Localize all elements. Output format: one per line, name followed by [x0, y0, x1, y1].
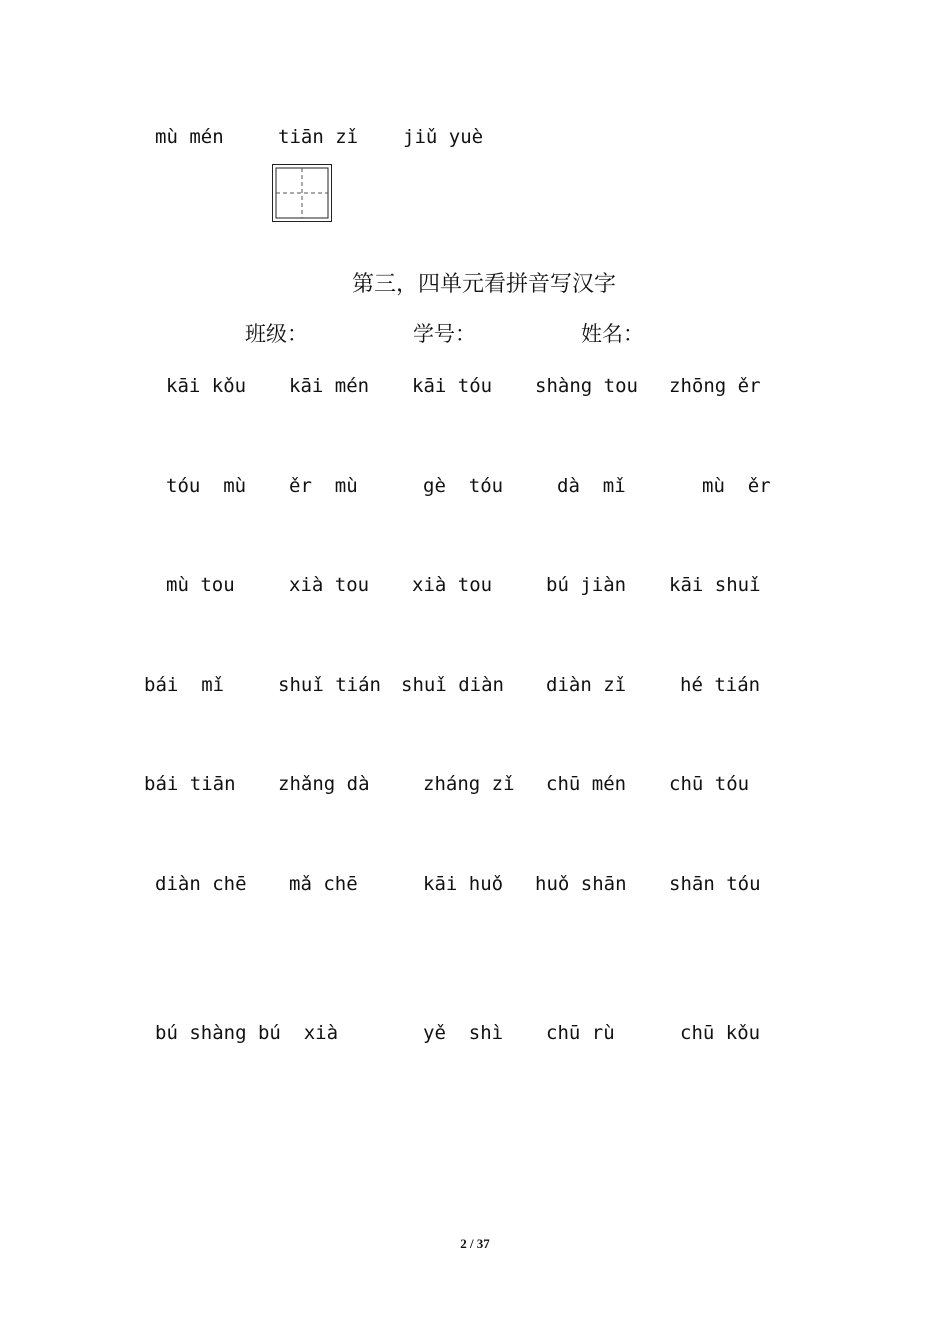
pinyin-item: mǎ chē	[289, 873, 358, 895]
pinyin-item: shān tóu	[669, 873, 761, 895]
page-number: 2 / 37	[460, 1236, 490, 1251]
pinyin-item: xià tou	[412, 574, 493, 596]
pinyin-item: hé tián	[680, 674, 761, 696]
pinyin-item: diàn chē	[155, 873, 247, 895]
pinyin-item: zhǎng dà	[278, 773, 370, 795]
pinyin-item: zháng zǐ	[423, 773, 515, 795]
pinyin-item: kāi mén	[289, 375, 370, 397]
student-name-label: 姓名：	[581, 322, 644, 346]
pinyin-item: bái mǐ	[144, 674, 225, 696]
pinyin-item: dà mǐ	[557, 475, 626, 497]
tianzige-writing-box	[272, 164, 332, 222]
pinyin-item: ěr mù	[289, 475, 358, 497]
pinyin-item: xià tou	[289, 574, 370, 596]
pinyin-item: mù tou	[166, 574, 235, 596]
pinyin-item: tóu mù	[166, 475, 247, 497]
pinyin-item: chū tóu	[669, 773, 750, 795]
pinyin-item: bú jiàn	[546, 574, 627, 596]
section-title: 第三，四单元看拼音写汉字	[352, 272, 617, 297]
pinyin-item: bái tiān	[144, 773, 236, 795]
class-label: 班级：	[245, 322, 308, 346]
pinyin-item: yě shì	[423, 1022, 504, 1044]
pinyin-item: jiǔ yuè	[403, 126, 484, 148]
pinyin-item: chū kǒu	[680, 1022, 761, 1044]
pinyin-item: diàn zǐ	[546, 674, 627, 696]
pinyin-item: shàng tou	[535, 375, 638, 397]
pinyin-item: huǒ shān	[535, 873, 627, 895]
pinyin-item: chū rù	[546, 1022, 615, 1044]
pinyin-item: gè tóu	[423, 475, 504, 497]
pinyin-item: kāi shuǐ	[669, 574, 761, 596]
pinyin-item: kāi kǒu	[166, 375, 247, 397]
pinyin-item: zhōng ěr	[669, 375, 761, 397]
pinyin-item: tiān zǐ	[278, 126, 359, 148]
pinyin-item: chū mén	[546, 773, 627, 795]
pinyin-item: shuǐ diàn	[401, 674, 504, 696]
student-number-label: 学号：	[413, 322, 476, 346]
pinyin-item: bú shàng bú xià	[155, 1022, 339, 1044]
pinyin-item: kāi huǒ	[423, 873, 504, 895]
pinyin-item: mù mén	[155, 126, 224, 148]
pinyin-item: mù ěr	[702, 475, 771, 497]
pinyin-item: shuǐ tián	[278, 674, 381, 696]
pinyin-item: kāi tóu	[412, 375, 493, 397]
